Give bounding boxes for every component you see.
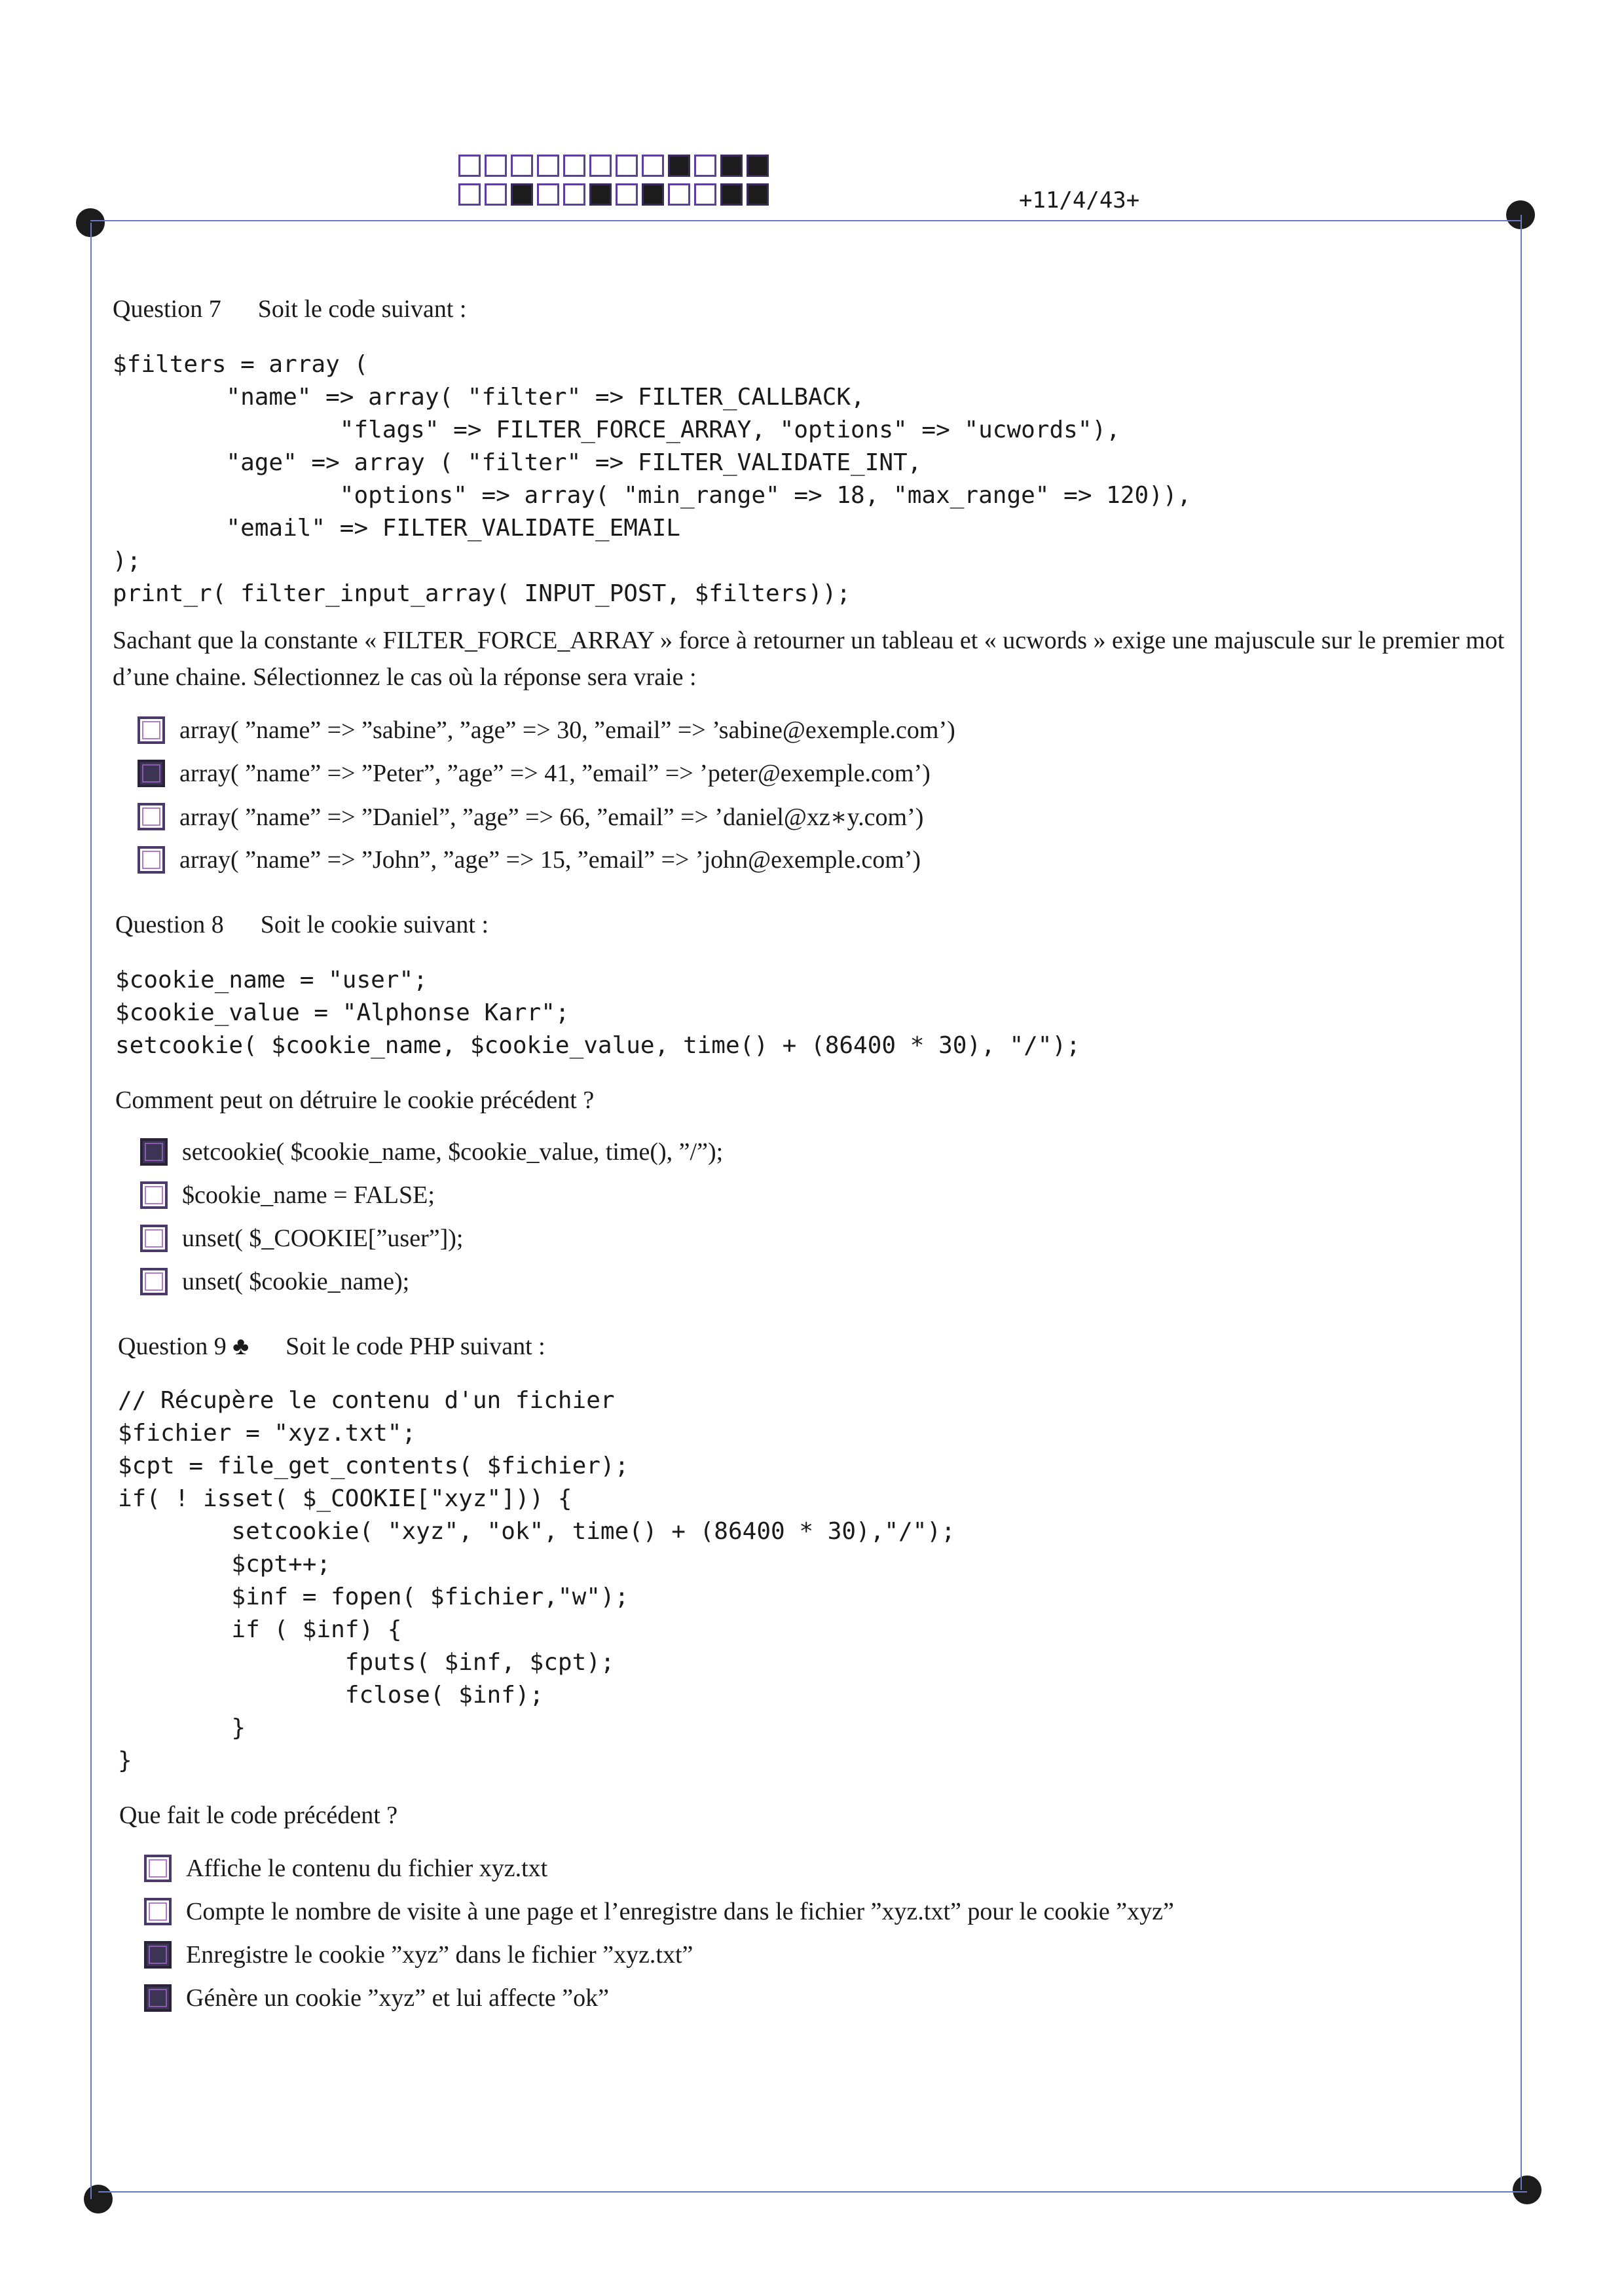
q7-option-1-text: array( ”name” => ”sabine”, ”age” => 30, ”email” => ’sabine@exemple.com’) — [179, 716, 955, 744]
barcode-cell — [485, 183, 507, 206]
barcode-cell — [537, 183, 559, 206]
barcode-cell — [563, 155, 585, 177]
q9-option-1[interactable] — [144, 1847, 1174, 1890]
q7-option-1-checkbox[interactable] — [138, 716, 165, 744]
q9-option-3-checkbox[interactable] — [144, 1941, 172, 1969]
barcode-cell — [616, 155, 638, 177]
q7-option-3[interactable] — [138, 795, 955, 838]
q8-option-2-text: $cookie_name = FALSE; — [182, 1181, 435, 1209]
question-8-code: $cookie_name = "user"; $cookie_value = "Alphonse Karr"; setcookie( $cookie_name, $cookie_value, time() + (86400 * 30), "/"); — [115, 967, 1080, 1059]
q9-option-4-text: Génère un cookie ”xyz” et lui affecte ”ok” — [186, 1984, 609, 2012]
q9-option-1-checkbox[interactable] — [144, 1855, 172, 1882]
barcode-row-2 — [458, 183, 773, 206]
q9-option-2-text: Compte le nombre de visite à une page et l’enregistre dans le fichier ”xyz.txt” pour le cookie ”xyz” — [186, 1898, 1174, 1925]
q8-option-2[interactable] — [140, 1174, 723, 1217]
q8-option-4[interactable] — [140, 1260, 723, 1303]
barcode-cell — [458, 155, 481, 177]
question-8-statement: Comment peut on détruire le cookie précédent ? — [115, 1086, 595, 1114]
question-7-intro: Soit le code suivant : — [257, 295, 467, 323]
corner-mark-bottom-left — [84, 2185, 113, 2213]
q7-option-3-checkbox[interactable] — [138, 803, 165, 830]
q9-option-2-checkbox[interactable] — [144, 1898, 172, 1925]
question-7-header — [113, 295, 466, 324]
q8-option-3-checkbox[interactable] — [140, 1225, 168, 1252]
question-9-label: Question 9 ♣ — [118, 1333, 249, 1360]
frame-left — [90, 223, 92, 2199]
question-7-options — [138, 709, 955, 881]
q8-option-4-text: unset( $cookie_name); — [182, 1268, 410, 1295]
barcode-cell — [563, 183, 585, 206]
q7-option-3-text: array( ”name” => ”Daniel”, ”age” => 66, ”email” => ’daniel@xz∗y.com’) — [179, 803, 924, 831]
q7-option-1[interactable] — [138, 709, 955, 752]
barcode-cell — [694, 183, 716, 206]
barcode-cell — [720, 183, 743, 206]
barcode-cell — [511, 183, 533, 206]
barcode-cell — [589, 183, 612, 206]
question-9-intro: Soit le code PHP suivant : — [286, 1333, 545, 1360]
barcode-row-1 — [458, 155, 773, 177]
barcode-cell — [589, 155, 612, 177]
page-code: +11/4/43+ — [1019, 187, 1140, 213]
q7-option-2-text: array( ”name” => ”Peter”, ”age” => 41, ”email” => ’peter@exemple.com’) — [179, 760, 931, 787]
question-9-header — [118, 1332, 545, 1361]
q8-option-1-text: setcookie( $cookie_name, $cookie_value, time(), ”/”); — [182, 1138, 724, 1166]
barcode-cell — [668, 183, 690, 206]
barcode-cell — [720, 155, 743, 177]
frame-top — [90, 220, 1521, 221]
q9-option-4[interactable] — [144, 1976, 1174, 2020]
frame-bottom — [98, 2191, 1527, 2193]
q7-option-4[interactable] — [138, 838, 955, 881]
answer-sheet-barcode — [458, 155, 773, 206]
q8-option-3-text: unset( $_COOKIE[”user”]); — [182, 1225, 464, 1252]
barcode-cell — [485, 155, 507, 177]
q8-option-1-checkbox[interactable] — [140, 1138, 168, 1166]
q8-option-4-checkbox[interactable] — [140, 1268, 168, 1295]
barcode-cell — [747, 183, 769, 206]
q9-option-3-text: Enregistre le cookie ”xyz” dans le fichier ”xyz.txt” — [186, 1941, 693, 1969]
barcode-cell — [694, 155, 716, 177]
barcode-cell — [511, 155, 533, 177]
question-9-options — [144, 1847, 1174, 2020]
barcode-cell — [642, 183, 664, 206]
q9-option-2[interactable] — [144, 1890, 1174, 1933]
question-7-statement: Sachant que la constante « FILTER_FORCE_ARRAY » force à retourner un tableau et « ucwords » exige une majuscule sur le premier mot d’une chaine. Sélectionnez le cas où la réponse sera vraie : — [113, 627, 1505, 691]
q7-option-4-checkbox[interactable] — [138, 846, 165, 874]
q9-option-4-checkbox[interactable] — [144, 1984, 172, 2012]
q8-option-3[interactable] — [140, 1217, 723, 1260]
barcode-cell — [616, 183, 638, 206]
question-9-code: // Récupère le contenu d'un fichier $fichier = "xyz.txt"; $cpt = file_get_contents( $fichier); if( ! isset( $_COOKIE["xyz"])) { setcookie( "xyz", "ok", time() + (86400 * 30),"/"); $cpt++; $inf = fopen( $fichier,"w"); if ( $inf) { fputs( $inf, $cpt); fclose( $inf); } } — [118, 1387, 955, 1774]
question-8-label: Question 8 — [115, 911, 224, 938]
q7-option-4-text: array( ”name” => ”John”, ”age” => 15, ”email” => ’john@exemple.com’) — [179, 846, 921, 874]
barcode-cell — [668, 155, 690, 177]
frame-right — [1521, 215, 1522, 2190]
barcode-cell — [458, 183, 481, 206]
corner-mark-bottom-right — [1513, 2176, 1541, 2204]
q7-option-2-checkbox[interactable] — [138, 760, 165, 787]
question-7-code: $filters = array ( "name" => array( "filter" => FILTER_CALLBACK, "flags" => FILTER_FORCE_ARRAY, "options" => "ucwords"), "age" => array ( "filter" => FILTER_VALIDATE_INT, "options" => array( "min_range" => 18, "max_range" => 120)), "email" => FILTER_VALIDATE_EMAIL ); print_r( filter_input_array( INPUT_POST, $filters)); — [113, 351, 1192, 607]
barcode-cell — [642, 155, 664, 177]
q9-option-1-text: Affiche le contenu du fichier xyz.txt — [186, 1855, 548, 1882]
question-8-intro: Soit le cookie suivant : — [260, 911, 489, 938]
q7-option-2[interactable] — [138, 752, 955, 795]
question-8-header — [115, 910, 489, 939]
question-7-label: Question 7 — [113, 295, 221, 323]
barcode-cell — [747, 155, 769, 177]
question-9-statement: Que fait le code précédent ? — [119, 1802, 398, 1829]
q8-option-2-checkbox[interactable] — [140, 1181, 168, 1209]
question-8-options — [140, 1130, 723, 1303]
barcode-cell — [537, 155, 559, 177]
q8-option-1[interactable] — [140, 1130, 723, 1174]
q9-option-3[interactable] — [144, 1933, 1174, 1976]
